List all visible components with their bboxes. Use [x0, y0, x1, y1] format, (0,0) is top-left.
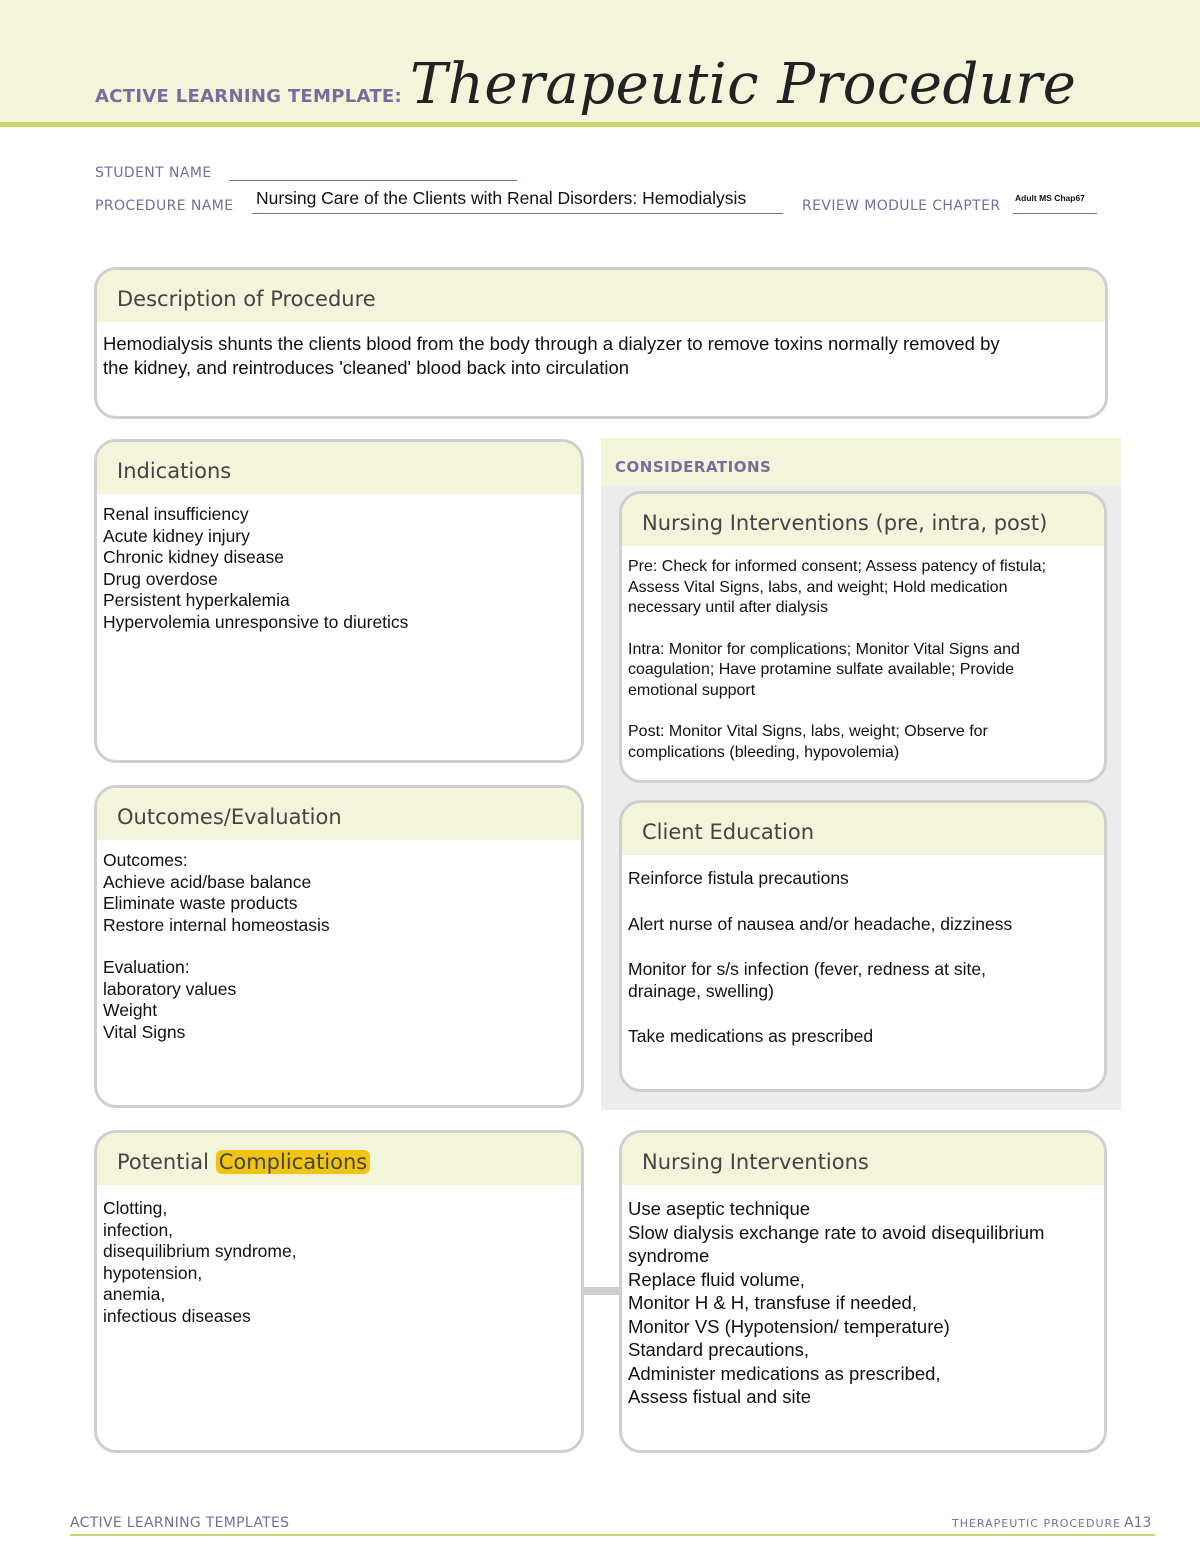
- outcomes-title: Outcomes/Evaluation: [97, 788, 581, 840]
- indication-item: Persistent hyperkalemia: [103, 590, 290, 610]
- outcomes-section: [94, 785, 584, 1108]
- education-item: Monitor for s/s infection (fever, redness at site,: [628, 959, 986, 979]
- outcomes-body: [97, 840, 581, 1043]
- pre-line: necessary until after dialysis: [628, 599, 829, 616]
- spacer: [628, 1002, 1098, 1026]
- evaluation-heading: Evaluation:: [103, 957, 190, 977]
- indications-title: Indications: [97, 442, 581, 494]
- complication-item: disequilibrium syndrome,: [103, 1241, 297, 1261]
- intra-line: coagulation; Have protamine sulfate available; Provide: [628, 661, 1015, 678]
- procedure-name-value: Nursing Care of the Clients with Renal Disorders: Hemodialysis: [256, 188, 747, 208]
- education-item: drainage, swelling): [628, 980, 774, 1001]
- complication-item: infection,: [103, 1219, 174, 1240]
- education-item: Take medications as prescribed: [628, 1026, 874, 1046]
- considerations-label: CONSIDERATIONS: [615, 458, 772, 476]
- description-title: Description of Procedure: [97, 270, 1105, 322]
- intervention-item: Slow dialysis exchange rate to avoid disequilibrium: [628, 1221, 1045, 1243]
- outcome-item: Restore internal homeostasis: [103, 914, 330, 935]
- education-item: Reinforce fistula precautions: [628, 868, 849, 888]
- page-number: A13: [1124, 1515, 1152, 1531]
- client-education-title: Client Education: [622, 803, 1104, 855]
- pre-line: Pre: Check for informed consent; Assess patency of fistula;: [628, 558, 1046, 575]
- intervention-item: Monitor VS (Hypotension/ temperature): [628, 1315, 950, 1337]
- template-label: ACTIVE LEARNING TEMPLATE:: [95, 86, 402, 107]
- spacer: [103, 936, 575, 957]
- client-education-section: [619, 800, 1107, 1092]
- intervention-item: Assess fistual and site: [628, 1386, 812, 1407]
- education-item: Alert nurse of nausea and/or headache, dizziness: [628, 913, 1013, 934]
- evaluation-item: Vital Signs: [103, 1021, 186, 1042]
- complication-item: anemia,: [103, 1284, 166, 1304]
- complication-item: Clotting,: [103, 1198, 168, 1218]
- post-line: complications (bleeding, hypovolemia): [628, 743, 900, 761]
- outcome-item: Eliminate waste products: [103, 893, 298, 913]
- footer-left-label: ACTIVE LEARNING TEMPLATES: [70, 1515, 290, 1531]
- indication-item: Chronic kidney disease: [103, 547, 284, 567]
- intra-line: emotional support: [628, 681, 756, 699]
- spacer: [628, 890, 1098, 914]
- student-name-field[interactable]: [229, 180, 517, 181]
- connector-bar: [583, 1287, 620, 1295]
- spacer: [628, 701, 1098, 722]
- intervention-item: Standard precautions,: [628, 1339, 810, 1360]
- client-education-body: [622, 855, 1104, 1048]
- complications-section: [94, 1130, 584, 1453]
- complications-title-prefix: Potential: [117, 1150, 216, 1174]
- nursing-interventions-ppi-section: [619, 491, 1107, 783]
- intervention-item: syndrome: [628, 1245, 710, 1266]
- outcome-item: Achieve acid/base balance: [103, 871, 312, 892]
- indication-item: Hypervolemia unresponsive to diuretics: [103, 611, 409, 632]
- pre-line: Assess Vital Signs, labs, and weight; Hold medication: [628, 578, 1008, 596]
- footer-right-label: THERAPEUTIC PROCEDURE: [952, 1517, 1122, 1530]
- post-line: Post: Monitor Vital Signs, labs, weight; Observe for: [628, 723, 988, 740]
- description-line: the kidney, and reintroduces 'cleaned' blood back into circulation: [103, 356, 630, 378]
- nursing-interventions-section: [619, 1130, 1107, 1453]
- review-module-label: REVIEW MODULE CHAPTER: [802, 198, 1001, 214]
- procedure-name-label: PROCEDURE NAME: [95, 198, 234, 214]
- indications-body: [97, 494, 581, 633]
- review-module-value: Adult MS Chap67: [1015, 193, 1085, 203]
- nursing-interventions-body: [622, 1185, 1104, 1409]
- description-section: [94, 267, 1108, 419]
- spacer: [628, 935, 1098, 959]
- complication-item: infectious diseases: [103, 1305, 251, 1326]
- evaluation-item: laboratory values: [103, 978, 237, 999]
- intervention-item: Replace fluid volume,: [628, 1268, 805, 1290]
- evaluation-item: Weight: [103, 1000, 158, 1020]
- intervention-item: Administer medications as prescribed,: [628, 1362, 941, 1384]
- review-module-field[interactable]: [1013, 213, 1097, 214]
- template-title: Therapeutic Procedure: [410, 52, 1077, 117]
- complications-title-highlight: Complications: [216, 1150, 371, 1174]
- intervention-item: Use aseptic technique: [628, 1198, 811, 1219]
- complications-title: [97, 1133, 581, 1185]
- intervention-item: Monitor H & H, transfuse if needed,: [628, 1292, 917, 1313]
- header-divider: [0, 122, 1200, 127]
- nursing-interventions-title: Nursing Interventions: [622, 1133, 1104, 1185]
- indications-section: [94, 439, 584, 763]
- complications-body: [97, 1185, 581, 1327]
- indication-item: Acute kidney injury: [103, 525, 250, 546]
- outcomes-heading: Outcomes:: [103, 850, 188, 870]
- complication-item: hypotension,: [103, 1262, 203, 1283]
- procedure-name-field[interactable]: [252, 213, 783, 214]
- nursing-interventions-ppi-title: Nursing Interventions (pre, intra, post): [622, 494, 1104, 546]
- student-name-label: STUDENT NAME: [95, 165, 212, 181]
- intra-line: Intra: Monitor for complications; Monitor Vital Signs and: [628, 640, 1020, 658]
- description-body: [97, 322, 1105, 379]
- footer-divider: [70, 1534, 1155, 1536]
- indication-item: Renal insufficiency: [103, 504, 249, 524]
- description-line: Hemodialysis shunts the clients blood from the body through a dialyzer to remove toxins normally removed by: [103, 333, 1000, 354]
- nursing-interventions-ppi-body: [622, 546, 1104, 763]
- indication-item: Drug overdose: [103, 568, 218, 589]
- spacer: [628, 619, 1098, 640]
